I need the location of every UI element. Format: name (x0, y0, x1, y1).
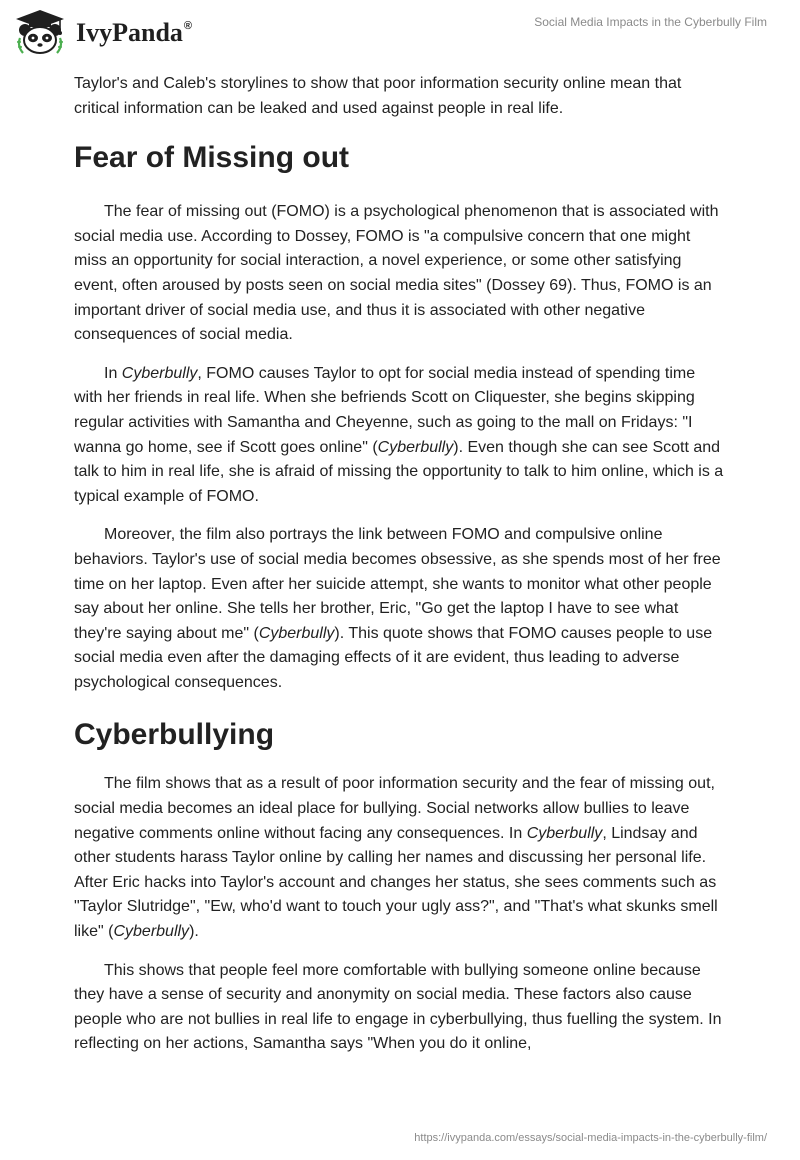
source-url[interactable]: https://ivypanda.com/essays/social-media-impacts-in-the-cyberbully-film/ (414, 1132, 767, 1144)
section-heading-cyberbullying: Cyberbullying (74, 718, 275, 752)
page-header (0, 0, 800, 64)
essay-body (74, 72, 726, 1057)
panda-graduate-icon (14, 8, 66, 56)
document-title: Social Media Impacts in the Cyberbully Film (534, 15, 767, 29)
intro-paragraph: Taylor's and Caleb's storylines to show that poor information security online mean that critical information can be leaked and used against people in real life. (74, 75, 682, 117)
ivypanda-logo[interactable] (14, 8, 192, 56)
logo-wordmark: IvyPanda® (76, 18, 193, 47)
section-heading-fomo: Fear of Missing out (74, 141, 350, 175)
paragraph: The fear of missing out (FOMO) is a psychological phenomenon that is associated with social media use. According to Dossey, FOMO is "a compulsive concern that one might miss an opportunity for social interaction, a novel experience, or some other satisfying event, often aroused by posts seen on social media sites" (Dossey 69). Thus, FOMO is an important driver of social media use, and thus it is associated with other negative consequences of social media. (74, 203, 719, 344)
paragraph: Moreover, the film also portrays the link between FOMO and compulsive online behaviors. Taylor's use of social media becomes obsessive, as she spends most of her free time on her laptop. Even after her suicide attempt, she wants to monitor what other people say about her online. She tells her brother, Eric, "Go get the laptop I have to see what they're saying about me" (Cyberbully). This quote shows that FOMO causes people to use social media even after the damaging effects of it are evident, thus leading to adverse psychological consequences. (74, 526, 721, 691)
paragraph: This shows that people feel more comfortable with bullying someone online because they have a sense of security and anonymity on social media. These factors also cause people who are not bullies in real life to engage in cyberbullying, thus fuelling the system. In reflecting on her actions, Samantha says "When you do it online, (74, 961, 722, 1053)
paragraph: The film shows that as a result of poor information security and the fear of missing out, social media becomes an ideal place for bullying. Social networks allow bullies to leave negative comments online without facing any consequences. In Cyberbully, Lindsay and other students harass Taylor online by calling her names and discussing her personal life. After Eric hacks into Taylor's account and changes her status, she sees comments such as "Taylor Slutridge", "Ew, who'd want to touch your ugly ass?", and "That's what skunks smell like" (Cyberbully). (74, 775, 718, 941)
paragraph: In Cyberbully, FOMO causes Taylor to opt for social media instead of spending time with her friends in real life. When she befriends Scott on Cliquester, she begins skipping regular activities with Samantha and Cheyenne, such as going to the mall on Fridays: "I wanna go home, see if Scott goes online" (Cyberbully). Even though she can see Scott and talk to him in real life, she is afraid of missing the opportunity to talk to him online, which is a typical example of FOMO. (74, 364, 724, 505)
